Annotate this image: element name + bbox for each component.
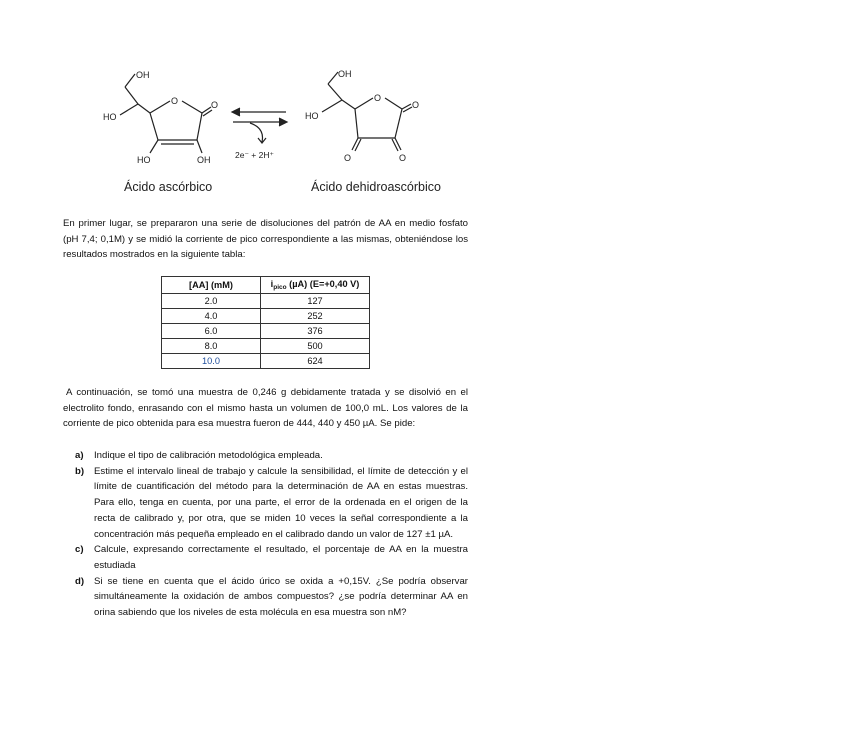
question-label: c) (75, 544, 84, 556)
question-item (63, 464, 468, 543)
question-text: Estime el intervalo lineal de trabajo y calcule la sensibilidad, el límite de detección y el límite de cuantificación del método para la determinación de AA en estas muestras. Para ello, tenga en cuenta, por una parte, el error de la ordenada en el origen de la recta de calibrado y, por otra, que se miden 10 veces la señal correspondiente a la concentración más pequeña empleado en el calibrado dando un valor de 127 ±1 µA. (94, 465, 468, 540)
header-ipico-unit: (µA) (E=+0,40 V) (286, 279, 360, 289)
cell-ipico: 127 (261, 294, 370, 309)
atom-label: O (344, 153, 352, 163)
question-text: Indique el tipo de calibración metodológica empleada. (94, 450, 323, 461)
question-item (63, 574, 468, 621)
right-molecule-name: Ácido dehidroascórbico (311, 180, 441, 194)
atom-label: OH (197, 155, 211, 165)
atom-label: HO (137, 155, 151, 165)
question-label: d) (75, 575, 85, 587)
reaction-scheme (90, 60, 470, 200)
cell-ipico: 376 (261, 324, 370, 339)
table-row (162, 309, 370, 324)
header-ipico-symbol: i (270, 279, 274, 289)
cell-ipico: 500 (261, 339, 370, 354)
question-text: Si se tiene en cuenta que el ácido úrico se oxida a +0,15V. ¿Se podría observar simultáneamente la oxidación de ambos compuestos? ¿se podría determinar AA en orina sabiendo que los niveles de esta molécula en esa muestra son nM? (94, 575, 468, 619)
reaction-label: 2e⁻ + 2H⁺ (235, 150, 274, 160)
cell-aa: 10.0 (162, 354, 261, 369)
cell-aa: 2.0 (162, 294, 261, 309)
calibration-table (161, 276, 370, 369)
question-list (63, 448, 468, 621)
intro-paragraph: En primer lugar, se prepararon una serie de disoluciones del patrón de AA en medio fosfato (pH 7,4; 0,1M) y se midió la corriente de pico correspondiente a las mismas, obteniéndose los resultados mostrados en la siguiente tabla: (63, 218, 468, 260)
table-row (162, 339, 370, 354)
atom-label: O (374, 93, 382, 103)
header-ipico (261, 277, 370, 294)
table-row (162, 294, 370, 309)
cell-aa: 6.0 (162, 324, 261, 339)
table-header-row (162, 277, 370, 294)
continuation-paragraph: A continuación, se tomó una muestra de 0,246 g debidamente tratada y se disolvió en el electrolito fondo, enrasando con el mismo hasta un volumen de 100,0 mL. Los valores de la corriente de pico obtenida para esa muestra fueron de 444, 440 y 450 µA. Se pide: (63, 387, 468, 429)
question-label: b) (75, 465, 85, 477)
atom-label: HO (103, 112, 117, 122)
atom-label: O (211, 100, 219, 110)
question-item (63, 542, 468, 573)
atom-label: O (412, 100, 420, 110)
atom-label: OH (136, 70, 150, 80)
question-text: Calcule, expresando correctamente el resultado, el porcentaje de AA en la muestra estudiada (94, 544, 468, 571)
header-aa: [AA] (mM) (162, 277, 261, 294)
cell-aa: 4.0 (162, 309, 261, 324)
cell-ipico: 252 (261, 309, 370, 324)
question-item (63, 448, 468, 464)
left-molecule-name: Ácido ascórbico (124, 180, 213, 194)
cell-aa: 8.0 (162, 339, 261, 354)
question-label: a) (75, 450, 84, 461)
header-ipico-subscript: pico (273, 284, 287, 291)
table-row (162, 324, 370, 339)
cell-ipico: 624 (261, 354, 370, 369)
atom-label: O (399, 153, 407, 163)
atom-label: HO (305, 111, 319, 121)
atom-label: O (171, 96, 179, 106)
atom-label: OH (338, 69, 352, 79)
table-row (162, 354, 370, 369)
